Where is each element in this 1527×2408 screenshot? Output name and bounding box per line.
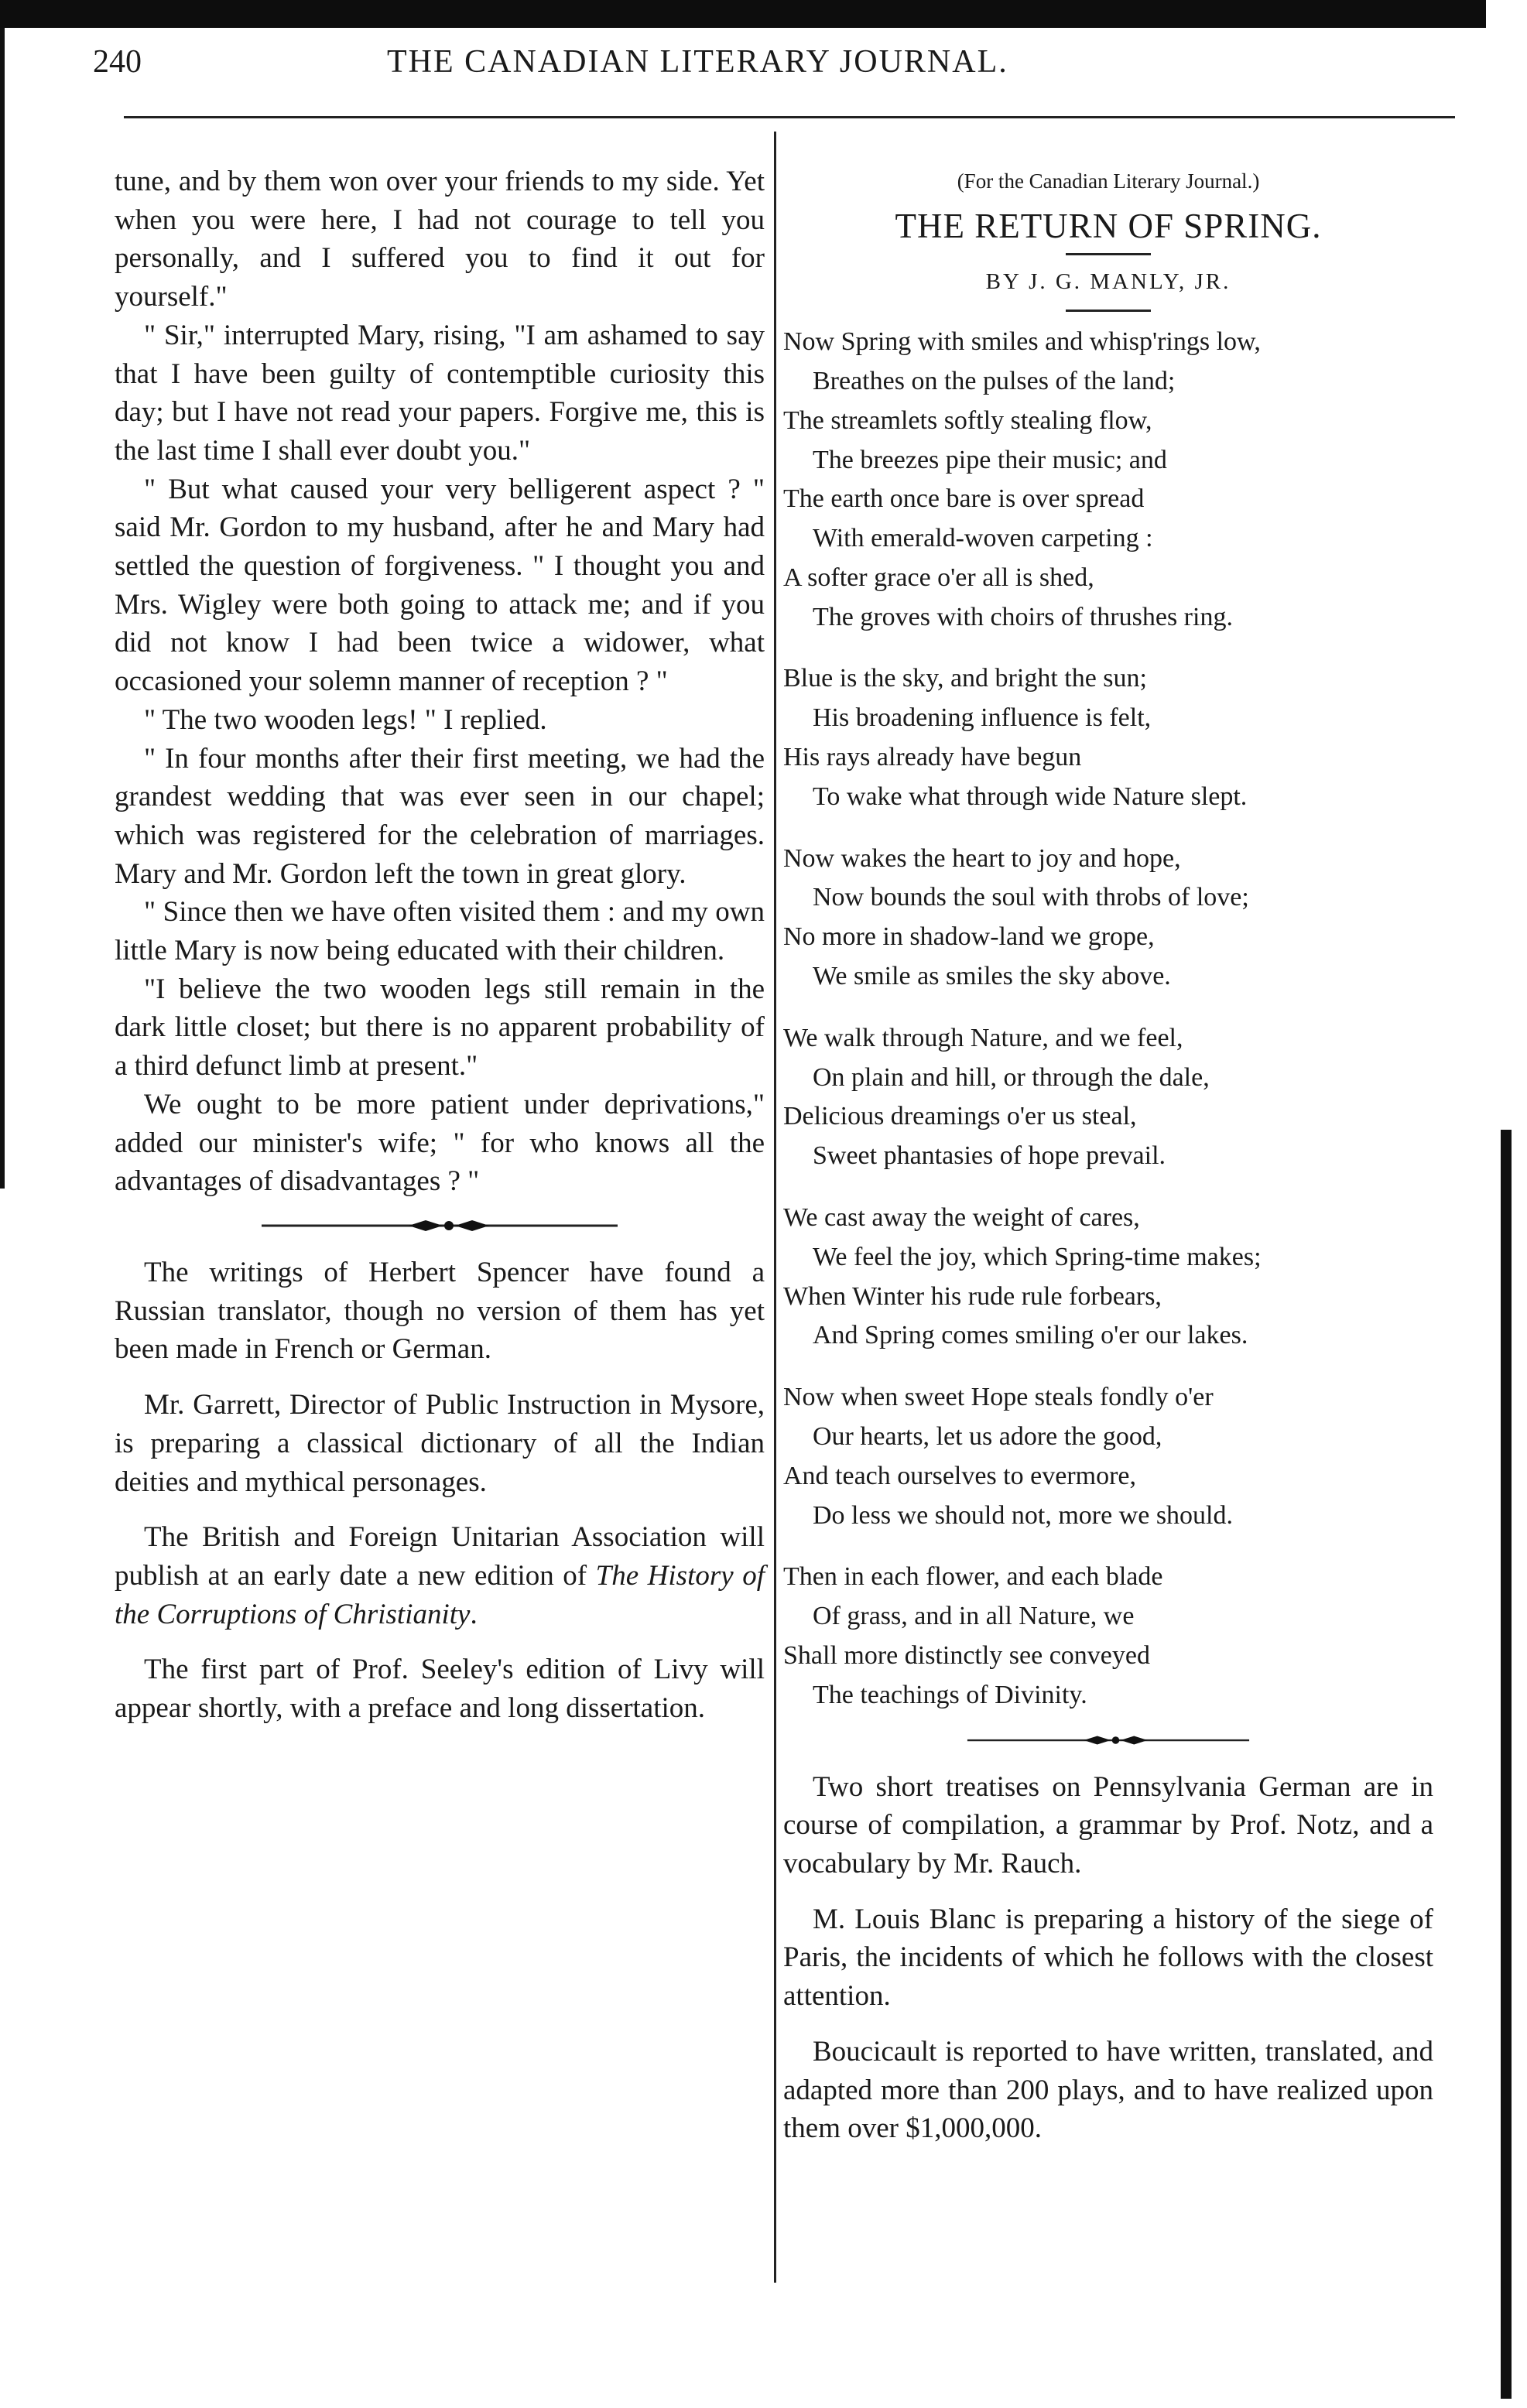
verse-line: On plain and hill, or through the dale, [813,1062,1210,1092]
verse-line: We cast away the weight of cares, [783,1203,1140,1233]
verse-line: Delicious dreamings o'er us steal, [783,1102,1137,1131]
story-paragraph: We ought to be more patient under deprivations," added our minister's wife; " for who knows all the advantages of disadvantages ? " [115,1088,765,1198]
poem-title: THE RETURN OF SPRING. [895,206,1322,245]
news-note [115,1518,765,1633]
poem [783,323,1433,1715]
title-rule [1066,253,1151,255]
verse-line: We smile as smiles the sky above. [813,962,1171,991]
verse-line: No more in shadow-land we grope, [783,922,1155,952]
page-header [0,43,1527,97]
verse-line: And Spring comes smiling o'er our lakes. [813,1321,1248,1350]
page-number: 240 [93,44,142,80]
news-note: M. Louis Blanc is preparing a history of the siege of Paris, the incidents of which he follows with the closest attention. [783,1903,1433,2013]
verse-line: Now when sweet Hope steals fondly o'er [783,1383,1214,1412]
story-paragraph: " Since then we have often visited them : and my own little Mary is now being educated with their children. [115,896,765,967]
poem-stanza [783,1378,1433,1535]
poem-stanza [783,1199,1433,1356]
news-note: The writings of Herbert Spencer have found a Russian translator, though no version of them has yet been made in French or German. [115,1256,765,1366]
right-column [783,162,1433,2148]
verse-line: The breezes pipe their music; and [813,445,1167,474]
news-note: Boucicault is reported to have written, translated, and adapted more than 200 plays, and to have realized upon them over $1,000,000. [783,2035,1433,2145]
verse-line: His rays already have begun [783,743,1082,772]
byline-rule [1066,310,1151,312]
verse-line: The groves with choirs of thrushes ring. [813,602,1233,631]
news-note: The first part of Prof. Seeley's edition of Livy will appear shortly, with a preface and long dissertation. [115,1654,765,1725]
verse-line: Do less we should not, more we should. [813,1500,1234,1530]
verse-line: We feel the joy, which Spring-time makes; [813,1242,1262,1271]
verse-line: And teach ourselves to evermore, [783,1461,1136,1490]
verse-line: Of grass, and in all Nature, we [813,1602,1135,1631]
left-column [115,162,765,1728]
verse-line: A softer grace o'er all is shed, [783,563,1094,592]
verse-line: Blue is the sky, and bright the sun; [783,664,1147,693]
book-title: The History of the Corruptions of Christianity [115,1559,765,1630]
section-ornament [961,1732,1255,1748]
verse-line: Then in each flower, and each blade [783,1562,1163,1592]
story-paragraph: "I believe the two wooden legs still remain in the dark little closet; but there is no apparent probability of a third defunct limb at present." [115,973,765,1083]
verse-line: Breathes on the pulses of the land; [813,366,1176,395]
news-note: Mr. Garrett, Director of Public Instruction in Mysore, is preparing a classical dictionary of all the Indian deities and mythical personages. [115,1389,765,1498]
poem-stanza [783,1558,1433,1715]
story-paragraph: " But what caused your very belligerent aspect ? " said Mr. Gordon to my husband, after he and Mary had settled the question of forgiveness. " I thought you and Mrs. Wigley were both going to attack me; and if you did not know I had been twice a widower, what occasioned your solemn manner of reception ? " [115,473,765,698]
verse-line: Now wakes the heart to joy and hope, [783,843,1181,873]
news-note: Two short treatises on Pennsylvania German are in course of compilation, a grammar by Prof. Notz, and a vocabulary by Mr. Rauch. [783,1770,1433,1880]
verse-line: Our hearts, let us adore the good, [813,1422,1162,1452]
section-ornament [254,1218,625,1233]
verse-line: Shall more distinctly see conveyed [783,1641,1150,1671]
story-paragraph: " In four months after their first meeting, we had the grandest wedding that was ever seen in our chapel; which was registered for the celebration of marriages. Mary and Mr. Gordon left the town in great glory. [115,742,765,890]
column-divider [774,132,776,2283]
verse-line: We walk through Nature, and we feel, [783,1023,1183,1052]
verse-line: When Winter his rude rule forbears, [783,1281,1162,1311]
journal-title: THE CANADIAN LITERARY JOURNAL. [387,44,1008,80]
verse-line: The streamlets softly stealing flow, [783,405,1152,435]
poem-stanza [783,659,1433,816]
header-rule [124,116,1455,118]
right-edge-mark [1501,1130,1512,2399]
verse-line: The teachings of Divinity. [813,1680,1087,1709]
note-text: . [470,1598,478,1630]
poem-credit: (For the Canadian Literary Journal.) [957,169,1260,193]
left-edge-mark [0,28,5,1189]
verse-line: Sweet phantasies of hope prevail. [813,1141,1166,1171]
poem-byline: BY J. G. MANLY, JR. [985,269,1231,295]
verse-line: With emerald-woven carpeting : [813,524,1153,553]
story-paragraph: " Sir," interrupted Mary, rising, "I am ashamed to say that I have been guilty of contemptible curiosity this day; but I have not read your papers. Forgive me, this is the last time I shall ever doubt you." [115,319,765,467]
note-text: The British and Foreign Unitarian Association will publish at an early date a new edition of [115,1521,765,1592]
story-paragraph: tune, and by them won over your friends to my side. Yet when you were here, I had not courage to tell you personally, and I suffered you to find it out for yourself." [115,166,765,313]
verse-line: The earth once bare is over spread [783,484,1145,514]
poem-stanza [783,840,1433,997]
poem-stanza [783,1019,1433,1176]
top-black-bar [0,0,1486,28]
verse-line: To wake what through wide Nature slept. [813,782,1248,811]
verse-line: His broadening influence is felt, [813,703,1152,733]
verse-line: Now bounds the soul with throbs of love; [813,883,1249,912]
story-paragraph: " The two wooden legs! " I replied. [144,703,547,736]
poem-stanza [783,323,1433,637]
verse-line: Now Spring with smiles and whisp'rings low, [783,327,1261,357]
